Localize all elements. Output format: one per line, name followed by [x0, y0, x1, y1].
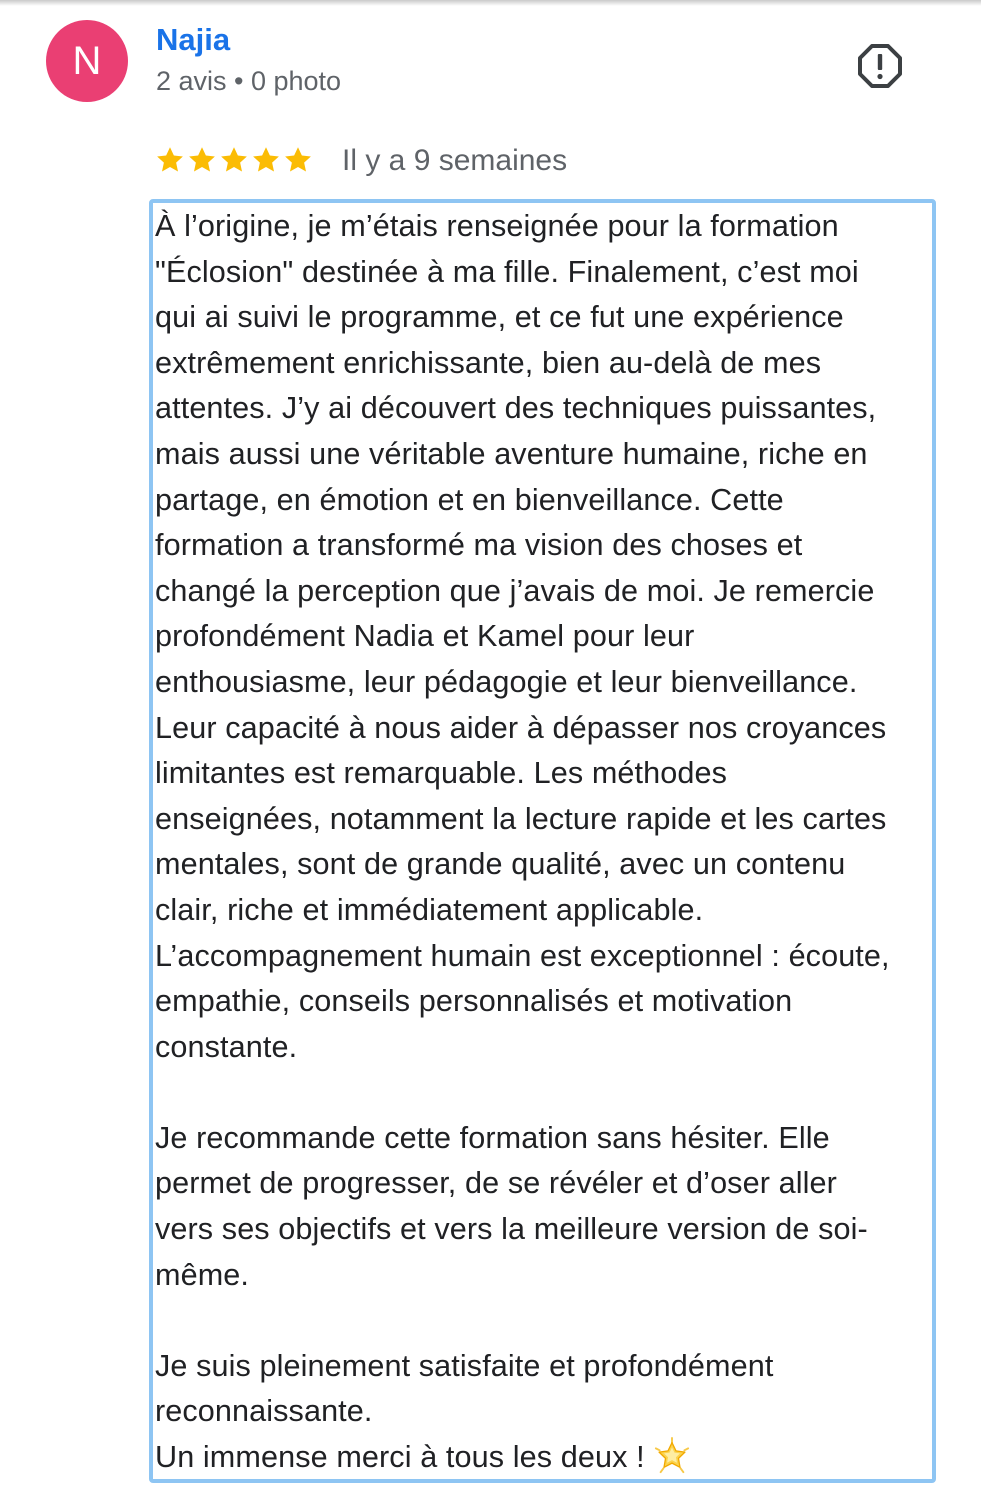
review-line: À l’origine, je m’étais renseignée pour la formation: [155, 209, 839, 243]
review-line: Je recommande cette formation sans hésiter. Elle: [155, 1120, 830, 1155]
review-date: Il y a 9 semaines: [342, 144, 568, 177]
avatar[interactable]: N: [46, 20, 128, 102]
report-flag-icon[interactable]: [856, 42, 904, 90]
review-line: L’accompagnement humain est exceptionnel : écoute,: [155, 938, 890, 973]
star-icon: [283, 145, 313, 175]
review-line: changé la perception que j’avais de moi. Je remercie: [155, 573, 875, 608]
star-rating: [155, 142, 315, 178]
review-line: mais aussi une véritable aventure humaine, riche en: [155, 436, 868, 471]
review-line: constante.: [155, 1029, 298, 1064]
review-line: extrêmement enrichissante, bien au-delà de mes: [155, 345, 822, 380]
star-icon: [155, 145, 185, 175]
review-line: empathie, conseils personnalisés et motivation: [155, 984, 793, 1019]
review-line: partage, en émotion et en bienveillance. Cette: [155, 482, 784, 517]
paragraph-gap: [155, 1298, 935, 1344]
review-line: formation a transformé ma vision des choses et: [155, 528, 803, 563]
review-line: "Éclosion" destinée à ma fille. Finalement, c’est moi: [155, 254, 859, 289]
paragraph-gap: [155, 1070, 935, 1116]
review-paragraph-1: [155, 204, 935, 1070]
review-line: Un immense merci à tous les deux !: [155, 1435, 935, 1481]
review-text: [155, 204, 935, 1481]
review-line: Je suis pleinement satisfaite et profondément: [155, 1348, 774, 1383]
review-line: enthousiasme, leur pédagogie et leur bienveillance.: [155, 664, 858, 699]
review-line: mentales, sont de grande qualité, avec un contenu: [155, 847, 846, 882]
reviewer-meta: 2 avis • 0 photo: [156, 66, 342, 96]
top-divider: [0, 0, 981, 6]
review-line: enseignées, notamment la lecture rapide et les cartes: [155, 801, 887, 836]
review-line: même.: [155, 1257, 249, 1292]
review-paragraph-2: [155, 1116, 935, 1298]
star-icon: [187, 145, 217, 175]
star-icon: [219, 145, 249, 175]
review-line: clair, riche et immédiatement applicable.: [155, 892, 704, 927]
review-line: vers ses objectifs et vers la meilleure version de soi-: [155, 1212, 868, 1247]
reviewer-name[interactable]: Najia: [156, 22, 231, 57]
review-line: limitantes est remarquable. Les méthodes: [155, 756, 727, 791]
review-line: reconnaissante.: [155, 1394, 373, 1429]
review-line: qui ai suivi le programme, et ce fut une expérience: [155, 300, 844, 335]
star-icon: [251, 145, 281, 175]
review-line: profondément Nadia et Kamel pour leur: [155, 619, 695, 654]
review-line: permet de progresser, de se révéler et d’oser aller: [155, 1166, 837, 1201]
review-paragraph-3: [155, 1344, 935, 1481]
review-line: Leur capacité à nous aider à dépasser nos croyances: [155, 710, 887, 745]
glowing-star-emoji-icon: [653, 1437, 691, 1475]
review-line: attentes. J’y ai découvert des techniques puissantes,: [155, 391, 877, 426]
